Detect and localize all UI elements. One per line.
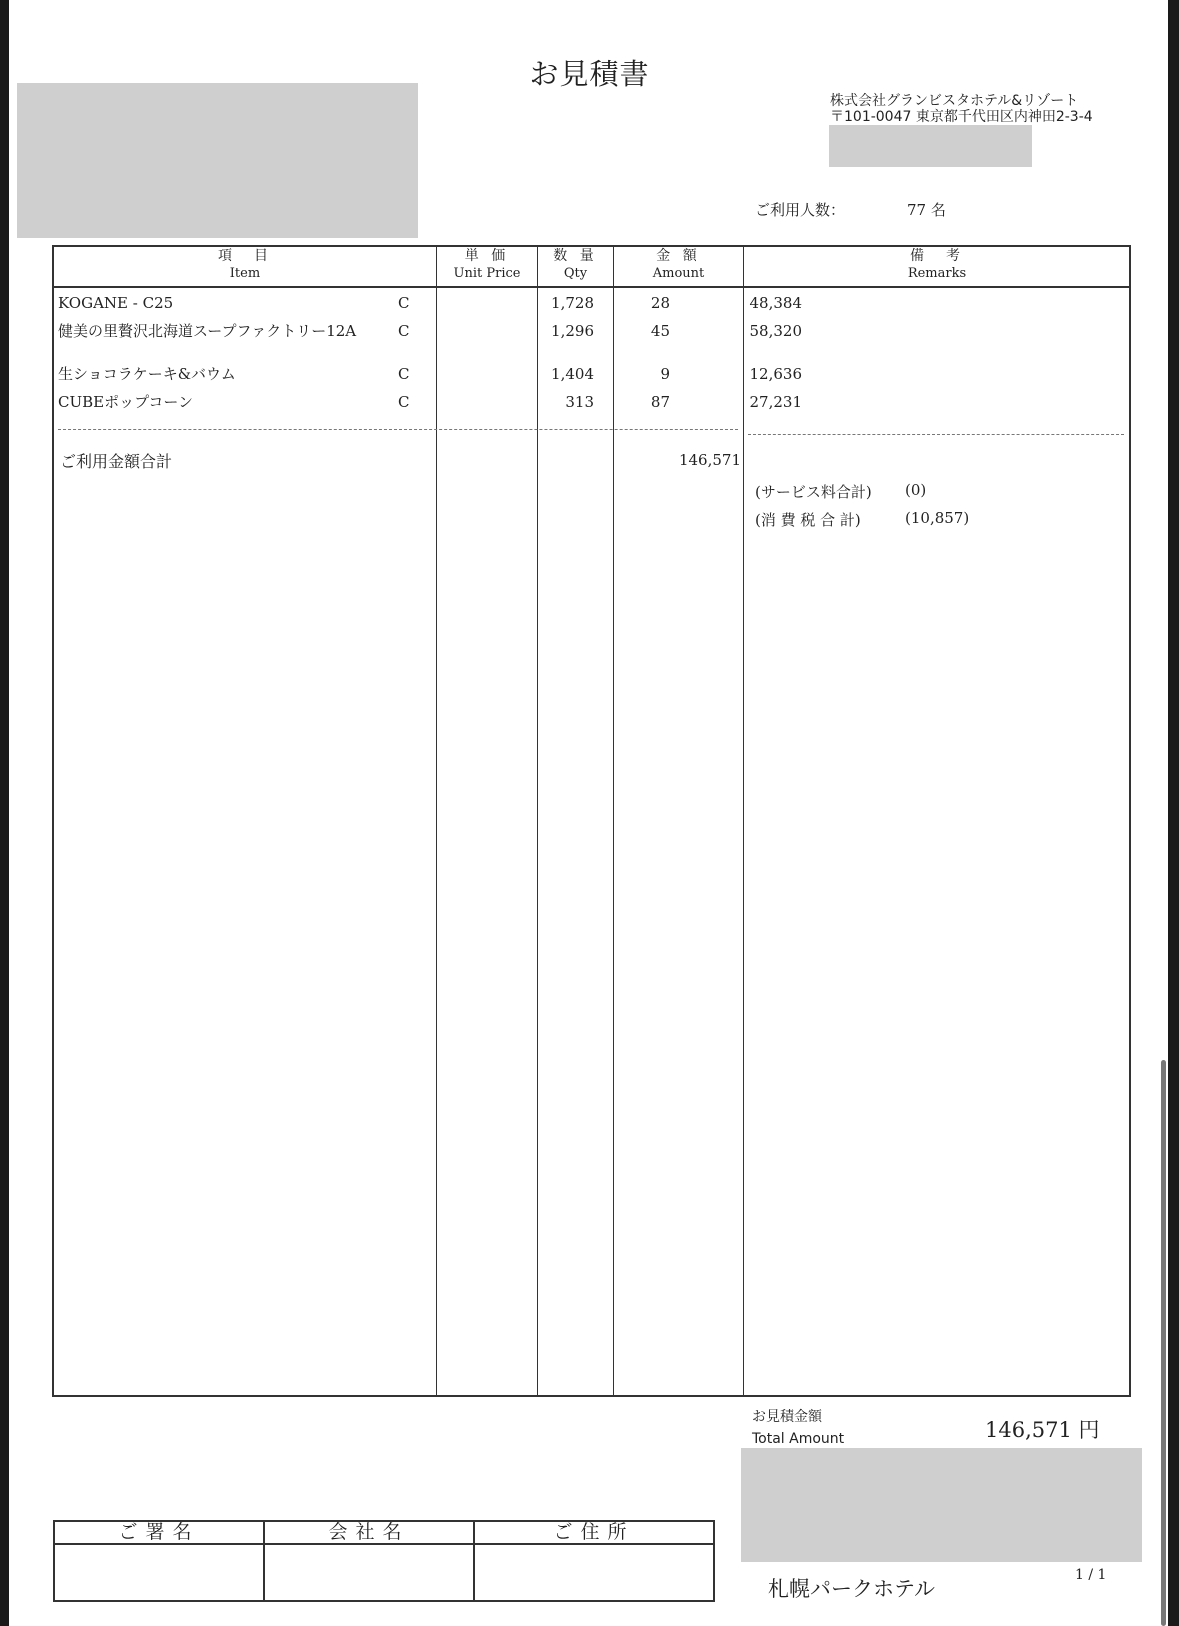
row-unit-price: 1,728	[551, 294, 594, 312]
hotel-name: 札幌パークホテル	[768, 1577, 935, 1601]
row-qty: 9	[660, 365, 670, 383]
remark-label: (消 費 税 合 計)	[755, 511, 861, 529]
header-amount: 金 額 Amount	[652, 248, 705, 281]
remark-value: (10,857)	[905, 509, 970, 527]
row-item-mark: C	[398, 294, 410, 312]
total-amount-value: 146,571 円	[985, 1418, 1100, 1442]
row-unit-price: 1,296	[551, 322, 594, 340]
column-divider-qty	[537, 245, 538, 1397]
row-item-name: CUBEポップコーン	[58, 393, 194, 411]
page-number: 1 / 1	[1075, 1567, 1107, 1583]
quote-table-frame	[52, 245, 1131, 1397]
remark-consumption-tax	[755, 509, 970, 530]
total-amount-label: お見積金額 Total Amount	[752, 1409, 845, 1447]
row-item-mark: C	[398, 322, 410, 340]
column-divider-amount	[613, 245, 614, 1397]
table-header-divider	[52, 286, 1131, 288]
redacted-recipient-block	[17, 83, 418, 238]
row-unit-price: 1,404	[551, 365, 594, 383]
row-item-name: KOGANE - C25	[58, 294, 174, 312]
row-qty: 87	[650, 393, 670, 411]
row-amount: 12,636	[749, 365, 802, 383]
row-qty: 28	[650, 294, 670, 312]
document-title: お見積書	[529, 57, 650, 91]
scrollbar-thumb[interactable]	[1161, 1060, 1166, 1626]
signature-header-divider	[53, 1543, 715, 1545]
remark-label: (サービス料合計)	[755, 483, 872, 501]
remarks-dashed-separator	[748, 434, 1124, 435]
row-item-name: 生ショコラケーキ&バウム	[58, 365, 236, 383]
row-item-mark: C	[398, 365, 410, 383]
redacted-signature-block	[741, 1448, 1142, 1562]
row-unit-price: 313	[565, 393, 594, 411]
row-amount: 48,384	[749, 294, 802, 312]
remark-value: (0)	[905, 481, 927, 499]
header-qty: 数 量 Qty	[553, 248, 598, 281]
subtotal-label: ご利用金額合計	[60, 452, 173, 471]
issuer-info	[830, 93, 1093, 125]
page-left-edge	[0, 0, 9, 1626]
column-divider-price	[436, 245, 437, 1397]
redacted-issuer-stamp	[829, 125, 1032, 167]
header-unit-price: 単 価 Unit Price	[453, 248, 521, 281]
page-right-edge	[1168, 0, 1179, 1626]
items-dashed-separator	[58, 429, 738, 430]
remark-service-charge	[755, 481, 927, 502]
row-amount: 27,231	[749, 393, 802, 411]
header-item: 項 目 Item	[218, 248, 272, 281]
issuer-address: 〒101-0047 東京都千代田区内神田2-3-4	[830, 109, 1093, 125]
signature-header-company: 会社名	[328, 1521, 410, 1543]
row-qty: 45	[650, 322, 670, 340]
persons-label: ご利用人数：	[755, 201, 846, 219]
signature-header-address: ご住所	[553, 1521, 635, 1543]
issuer-company-name: 株式会社グランビスタホテル&リゾート	[830, 93, 1079, 109]
row-amount: 58,320	[749, 322, 802, 340]
header-remarks: 備 考 Remarks	[907, 248, 967, 281]
row-item-name: 健美の里贅沢北海道スープファクトリー12A	[58, 322, 357, 340]
persons-count	[755, 199, 946, 220]
signature-header-name: ご署名	[118, 1521, 200, 1543]
column-divider-remarks	[743, 245, 744, 1397]
row-item-mark: C	[398, 393, 410, 411]
subtotal-amount: 146,571	[678, 451, 741, 469]
persons-value: 77 名	[907, 201, 946, 219]
